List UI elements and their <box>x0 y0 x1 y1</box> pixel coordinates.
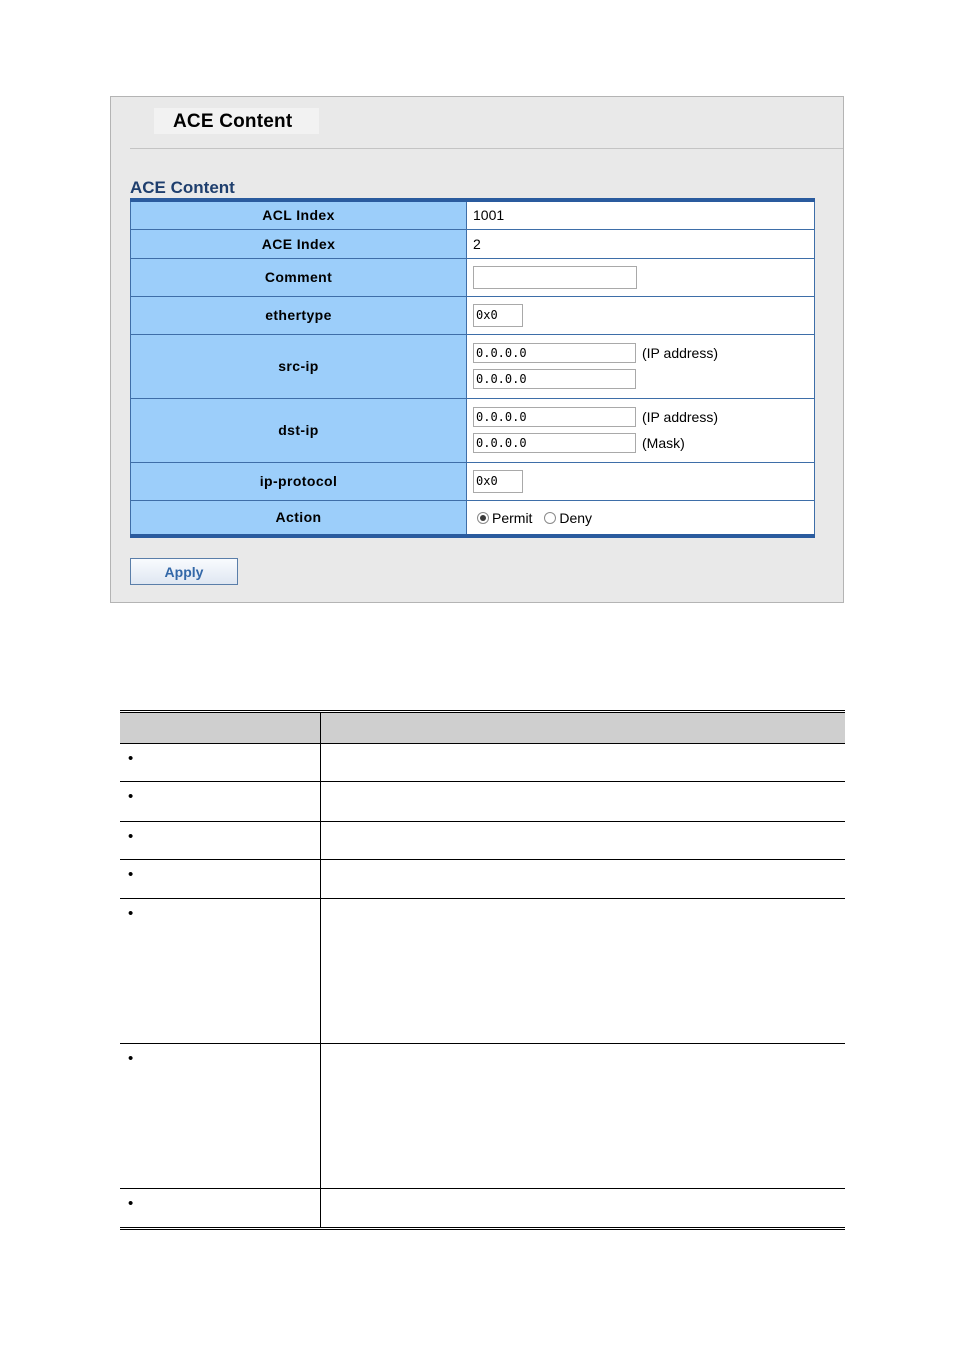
table-row <box>120 782 845 822</box>
doc-header-object <box>120 712 321 744</box>
comment-label: Comment <box>131 258 467 296</box>
section-title: ACE Content <box>130 178 235 197</box>
dst-ip-mask-note: (Mask) <box>642 435 685 451</box>
panel-title: ACE Content <box>173 111 293 132</box>
ethertype-input[interactable] <box>473 304 523 327</box>
table-row <box>120 860 845 899</box>
dst-ip-address-input[interactable] <box>473 407 636 427</box>
dst-ip-label: dst-ip <box>131 398 467 462</box>
bullet-icon: • <box>128 788 134 805</box>
row-ethertype <box>131 296 815 334</box>
deny-radio[interactable] <box>544 512 556 524</box>
ace-index-value: 2 <box>467 229 815 258</box>
comment-input[interactable] <box>473 266 637 289</box>
ethertype-label: ethertype <box>131 296 467 334</box>
bullet-icon: • <box>128 905 134 922</box>
acl-index-value: 1001 <box>467 200 815 229</box>
permit-radio-label[interactable]: Permit <box>492 509 533 526</box>
src-ip-label: src-ip <box>131 334 467 398</box>
dst-ip-address-note: (IP address) <box>642 409 718 425</box>
deny-radio-label[interactable]: Deny <box>559 509 593 526</box>
ace-config-table <box>130 198 815 538</box>
table-row <box>120 1189 845 1229</box>
panel-divider <box>130 148 843 149</box>
src-ip-address-note: (IP address) <box>642 345 718 361</box>
row-src-ip <box>131 334 815 398</box>
bullet-icon: • <box>128 750 134 767</box>
apply-button[interactable]: Apply <box>130 558 238 585</box>
table-row <box>120 822 845 860</box>
row-ip-protocol <box>131 462 815 500</box>
bullet-icon: • <box>128 1050 134 1067</box>
action-label: Action <box>131 500 467 536</box>
bullet-icon: • <box>128 828 134 845</box>
bullet-icon: • <box>128 1195 134 1212</box>
doc-header-row <box>120 712 845 744</box>
ip-protocol-label: ip-protocol <box>131 462 467 500</box>
row-acl-index <box>131 200 815 229</box>
ace-index-label: ACE Index <box>131 229 467 258</box>
parameter-description-table <box>120 710 845 1230</box>
table-row <box>120 1044 845 1189</box>
permit-radio[interactable] <box>477 512 489 524</box>
row-dst-ip <box>131 398 815 462</box>
src-ip-address-input[interactable] <box>473 343 636 363</box>
src-ip-mask-input[interactable] <box>473 369 636 389</box>
row-ace-index <box>131 229 815 258</box>
ip-protocol-input[interactable] <box>473 470 523 493</box>
table-row <box>120 899 845 1044</box>
dst-ip-mask-input[interactable] <box>473 433 636 453</box>
acl-index-label: ACL Index <box>131 200 467 229</box>
row-action <box>131 500 815 536</box>
bullet-icon: • <box>128 866 134 883</box>
table-row <box>120 744 845 782</box>
ace-content-panel <box>110 96 844 603</box>
row-comment <box>131 258 815 296</box>
doc-header-description <box>321 712 846 744</box>
